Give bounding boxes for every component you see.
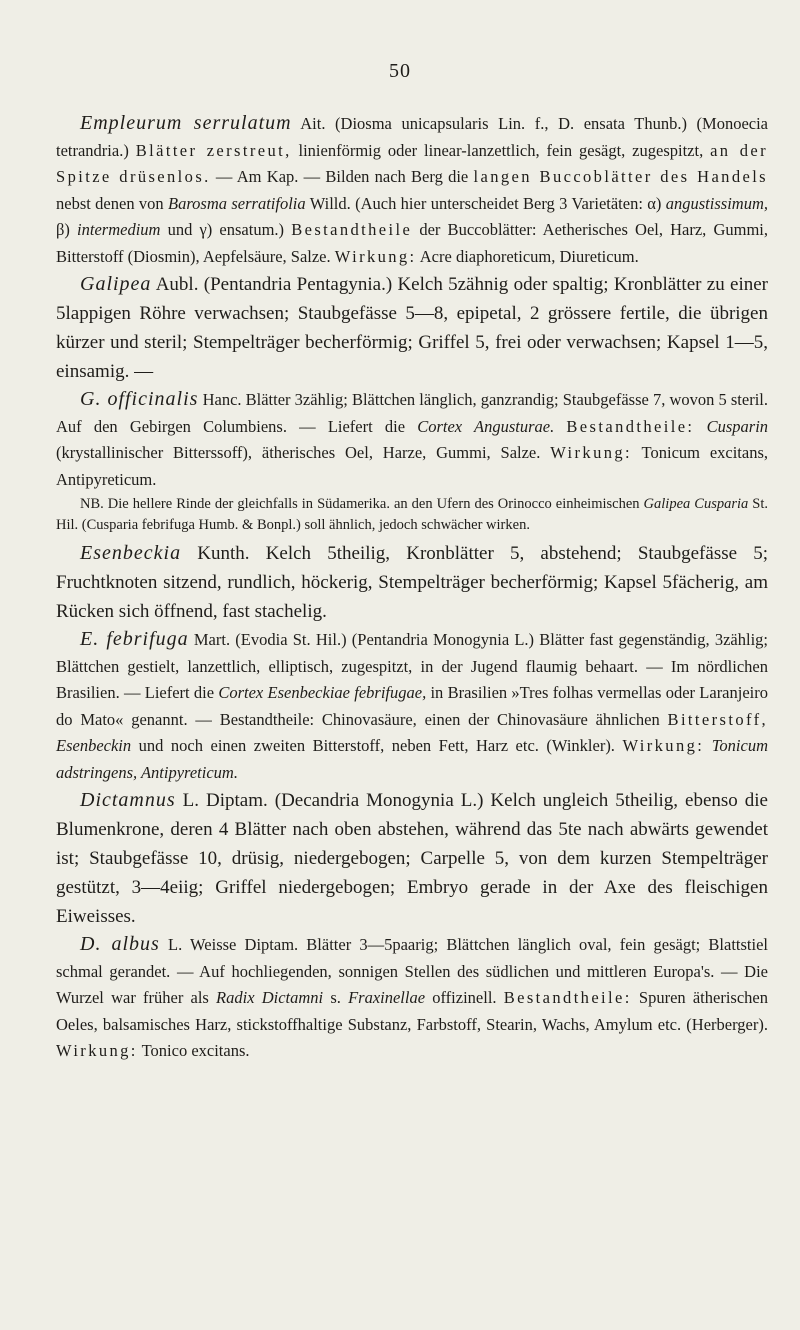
entry-galipea <box>56 270 768 386</box>
entry-text: und γ) ensatum.) <box>160 220 292 239</box>
entry-text: offizinell. <box>425 988 504 1007</box>
italic-term: Tonicum adstringens, Antipyreticum. <box>56 736 769 782</box>
species-name: G. officinalis <box>80 388 199 410</box>
entry-text: Hanc. Blätter 3zählig; Blättchen länglich, ganzrandig; Staubgefässe 7, wovon 5 steril. Auf den Gebirgen Columbiens. — Liefert die <box>56 390 769 436</box>
italic-term: Cortex Angusturae. <box>417 416 555 436</box>
entry-text: Tonicum excitans, Antipyreticum. <box>56 443 768 489</box>
entry-text: der Buccoblätter: Aetherisches Oel, Harz, Gummi, Bitterstoff (Diosmin), Aepfelsäure, Salze. <box>56 220 769 266</box>
entry-text: Ait. (Diosma unicapsularis Lin. f., D. ensata Thunb.) (Monoecia tetrandria.) <box>56 114 768 160</box>
entry-text: L. Diptam. (Decandria Monogynia L.) Kelch ungleich 5theilig, ebenso die Blumenkrone, deren 4 Blätter nach oben abstehen, während das 5te nach abwärts gewendet ist; Staubgefässe 10, drüsig, niedergebogen; Carpelle 5, von dem kurzen Stempelträger gestützt, 3—4eiig; Griffel niedergebogen; Embryo gerade in der Axe des fleischigen Eiweisses. <box>56 790 768 927</box>
page-number: 50 <box>389 60 411 82</box>
spaced-label: Bestandtheile <box>291 220 413 239</box>
entry-text: und noch einen zweiten Bitterstoff, neben Fett, Harz etc. (Winkler). <box>131 736 623 755</box>
spaced-label: langen Buccoblätter des Handels <box>473 167 769 186</box>
spaced-label: Wirkung: <box>622 736 705 755</box>
entry-esenbeckia-febrifuga <box>56 626 768 786</box>
note-text: St. Hil. (Cusparia febrifuga Humb. & Bonpl.) soll ähnlich, jedoch schwächer wirken. <box>56 496 768 533</box>
entry-text: Acre diaphoreticum, Diureticum. <box>416 246 639 266</box>
italic-term: Cusparin <box>706 416 769 436</box>
spaced-label: Bitterstoff, <box>667 709 768 729</box>
entry-text: Spuren ätherischen Oeles, balsamisches Harz, stickstoffhaltige Substanz, Farbstoff, Stearin, Wachs, Amylum etc. (Herberger). <box>56 988 768 1034</box>
spaced-label: Bestandtheile: <box>566 416 695 436</box>
genus-name: Esenbeckia <box>80 542 182 564</box>
entry-text: nebst denen von <box>56 193 169 213</box>
entry-text: Willd. (Auch hier unterscheidet Berg 3 Varietäten: α) <box>305 193 666 213</box>
italic-term: Fraxinellae <box>348 988 426 1007</box>
entry-text: Mart. (Evodia St. Hil.) (Pentandria Monogynia L.) Blätter fast gegenständig, 3zählig; Blättchen gestielt, lanzettlich, elliptisch, zugespitzt, in der Jugend flaumig behaart. — Im nördlichen Brasilien. — Liefert die <box>56 630 769 702</box>
entry-text <box>694 417 706 436</box>
note-text: NB. Die hellere Rinde der gleichfalls in Südamerika. an den Ufern des Orinocco einheimischen <box>80 496 644 512</box>
entry-text: L. Weisse Diptam. Blätter 3—5paarig; Blättchen länglich oval, fein gesägt; Blattstiel schmal gerandet. — Auf hochliegenden, sonnigen Stellen des südlichen und mittleren Europa's. — Die Wurzel war früher als <box>56 935 768 1007</box>
entry-text <box>704 736 712 755</box>
spaced-label: Bestandtheile: <box>503 988 632 1007</box>
italic-term: Barosma serratifolia <box>168 193 306 213</box>
entry-text: Tonico excitans. <box>137 1041 250 1060</box>
spaced-label: Blätter zerstreut, <box>135 140 292 160</box>
entry-text: s. <box>323 988 349 1007</box>
genus-name: Empleurum serrulatum <box>80 112 292 134</box>
genus-name: Dictamnus <box>80 789 176 811</box>
italic-term: Esenbeckin <box>56 736 132 755</box>
species-name: D. albus <box>80 933 160 955</box>
entry-dictamnus <box>56 786 768 931</box>
entry-text: β) <box>56 220 78 239</box>
italic-term: intermedium <box>77 220 161 239</box>
entry-text: — Am Kap. — Bilden nach Berg die <box>210 167 474 186</box>
entry-text <box>554 417 566 436</box>
entry-text: (krystallinischer Bitterssoff), ätherisches Oel, Harze, Gummi, Salze. <box>56 443 551 462</box>
spaced-label: Wirkung: <box>550 443 633 462</box>
note-paragraph <box>56 494 768 536</box>
italic-term: angustissimum, <box>665 193 768 213</box>
entry-text: linienförmig oder linear-lanzettlich, fein gesägt, zugespitzt, <box>291 140 711 160</box>
entry-text: in Brasilien »Tres folhas vermellas oder Laranjeiro do Mato« genannt. — Bestandtheile: Chinovasäure, einen der Chinovasäure ähnlichen <box>56 683 768 729</box>
entry-dictamnus-albus <box>56 931 768 1065</box>
italic-term: Radix Dictamni <box>216 988 324 1007</box>
spaced-label: an der Spitze drüsenlos. <box>56 140 768 186</box>
entry-empleurum <box>56 110 768 270</box>
species-name: E. febrifuga <box>80 628 189 650</box>
spaced-label: Wirkung: <box>56 1041 138 1060</box>
italic-term: Cortex Esenbeckiae febrifugae, <box>218 683 427 702</box>
entry-text: Kunth. Kelch 5theilig, Kronblätter 5, abstehend; Staubgefässe 5; Fruchtknoten sitzend, rundlich, höckerig, Stempelträger becherförmig; Kapsel 5fächerig, am Rücken sich öffnend, fast stachelig. <box>56 543 768 622</box>
entry-text: Aubl. (Pentandria Pentagynia.) Kelch 5zähnig oder spaltig; Kronblätter zu einer 5lappigen Röhre verwachsen; Staubgefässe 5—8, epipetal, 2 grössere fertile, die übrigen kürzer und steril; Stempelträger becherförmig; Griffel 5, frei oder verwachsen; Kapsel 1—5, einsamig. — <box>56 274 768 382</box>
italic-term: Galipea Cusparia <box>643 496 749 512</box>
genus-name: Galipea <box>80 273 152 295</box>
entry-galipea-officinalis <box>56 386 768 493</box>
page-text <box>56 110 768 1065</box>
spaced-label: Wirkung: <box>334 246 417 266</box>
entry-esenbeckia <box>56 539 768 626</box>
